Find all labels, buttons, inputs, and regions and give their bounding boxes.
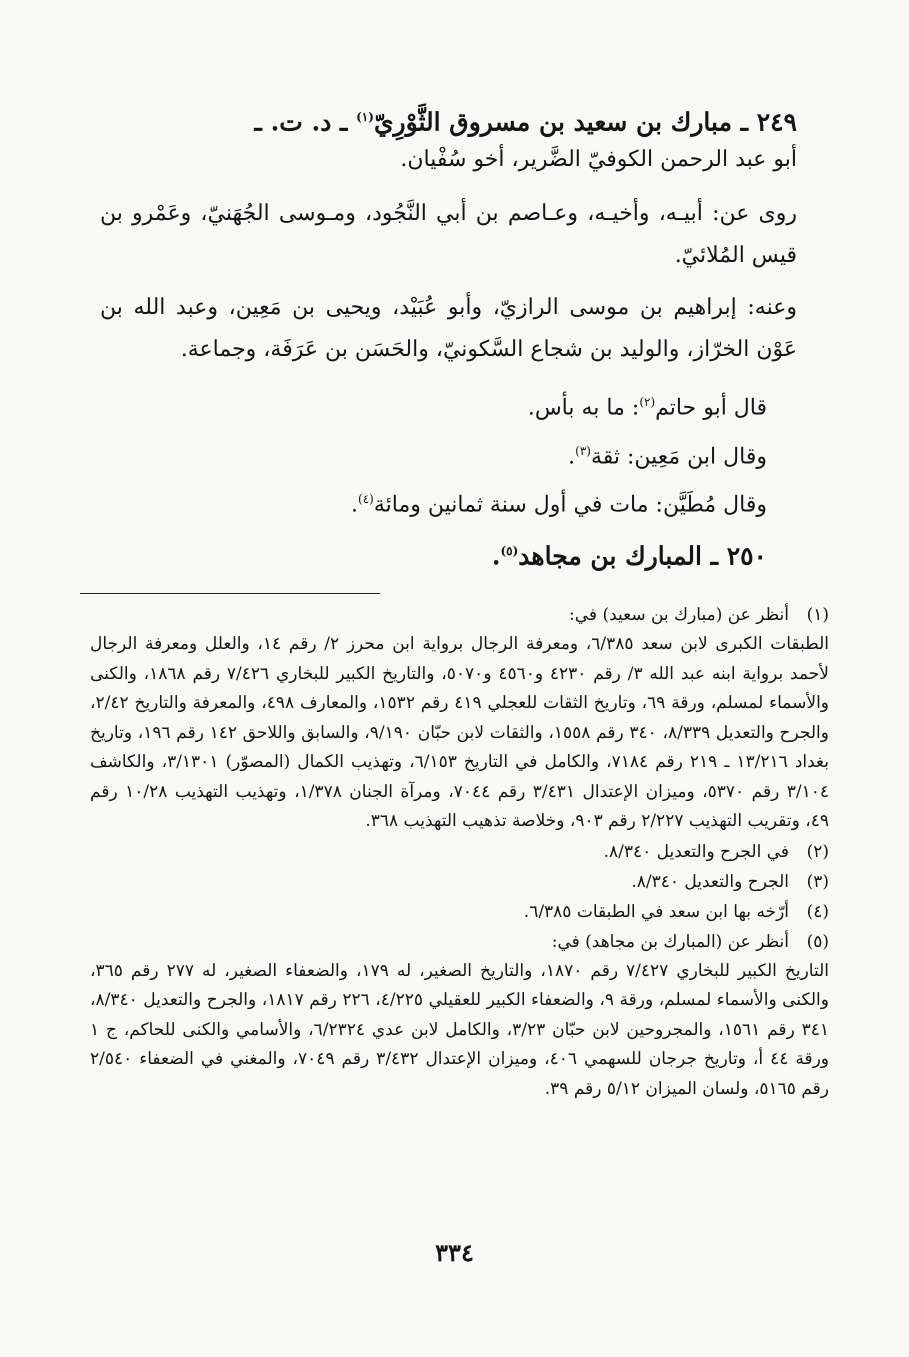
footnote-5: (٥) أنظر عن (المبارك بن مجاهد) في: (551, 931, 829, 952)
entry-250-heading: ٢٥٠ ـ المبارك بن مجاهد$^{(٥)}$. (491, 541, 767, 571)
quote-abu-hatim: قال أبو حاتم$^{(٢)}$: ما به بأس. (527, 395, 767, 421)
footnote-5-body: التاريخ الكبير للبخاري ٧/٤٢٧ رقم ١٨٧٠، والتاريخ الصغير، له ١٧٩، والضعفاء الصغير، له ٢٧٧ رقم ٣٦٥، والكنى والأسماء لمسلم، ورقة ٩، والضعفاء الكبير للعقيلي ٤/٢٢٥، ٢٢٦ رقم ١٨١٧، والجرح والتعديل ٨/٣٤٠، ٣٤١ رقم ١٥٦١، والمجروحين لابن حبّان ٣/٢٣، والكامل لابن عدي ٦/٢٣٢٤، والأسامي والكنى للحاكم، ج ١ ورقة ٤٤ أ، وتاريخ جرجان للسهمي ٤٠٦، وميزان الإعتدال ٣/٤٣٢ رقم ٧٠٤٩، والمغني في الضعفاء ٢/٥٤٠ رقم ٥١٦٥، ولسان الميزان ٥/١٢ رقم ٣٩. (90, 960, 829, 1099)
footnote-1-body: الطبقات الكبرى لابن سعد ٦/٣٨٥، ومعرفة الرجال برواية ابن محرز ٢/ رقم ١٤، والعلل ومعرفة الرجال لأحمد برواية ابنه عبد الله ٣/ رقم ٤٢٣٠ و٤٥٦٠ و٥٠٧٠، والتاريخ الكبير للبخاري ٧/٤٢٦ رقم ١٨٦٨، والكنى والأسماء لمسلم، ورقة ٦٩، وتاريخ الثقات للعجلي ٤١٩ رقم ١٥٣٢، والمعارف ٤٩٨، والمعرفة والتاريخ ٢/٤٢، والجرح والتعديل ٨/٣٣٩، ٣٤٠ رقم ١٥٥٨، والثقات لابن حبّان ٩/١٩٠، والسابق واللاحق ١٤٢ رقم ١٩٦، وتاريخ بغداد ١٣/٢١٦ ـ ٢١٩ رقم ٧١٨٤، والكامل في التاريخ ٦/١٥٣، وتهذيب الكمال (المصوّر) ٣/١٣٠١، والكاشف ٣/١٠٤ رقم ٥٣٧٠، وميزان الإعتدال ٣/٤٣١ رقم ٧٠٤٤، ومرآة الجنان ١/٣٧٨، وتهذيب التهذيب ١٠/٢٨ رقم ٤٩، وتقريب التهذيب ٢/٢٢٧ رقم ٩٠٣، وخلاصة تذهيب التهذيب ٣٦٨. (90, 634, 830, 831)
footnote-separator (80, 593, 380, 594)
footnote-3: (٣) الجرح والتعديل ٨/٣٤٠. (631, 871, 829, 892)
footnote-ref-3[interactable]: (٣) (575, 443, 591, 458)
footnotes (90, 600, 829, 1104)
footnote-1: (١) أنظر عن (مبارك بن سعيد) في: (569, 605, 829, 625)
entry-249-name: ٢٤٩ ـ مبارك بن سعيد بن مسروق الثَّوْرِيّ (373, 107, 797, 137)
footnote-ref-5[interactable]: (٥) (500, 544, 519, 559)
main-text (100, 98, 797, 576)
quote-ibn-main: وقال ابن مَعِين: ثقة$^{(٣)}$. (568, 443, 767, 469)
footnote-2: (٢) في الجرح والتعديل ٨/٣٤٠. (603, 841, 829, 862)
entry-249-symbols: ـ د. ت. ـ (254, 107, 348, 137)
page-number: ٣٣٤ (435, 1238, 474, 1267)
footnote-4: (٤) أرّخه بها ابن سعد في الطبقات ٦/٣٨٥. (523, 901, 829, 922)
entry-249-kunya: أبو عبد الرحمن الكوفيّ الضَّرير، أخو سُفْيان. (400, 147, 797, 173)
footnote-ref-2[interactable]: (٢) (639, 395, 656, 410)
narrated-from: روى عن: أبيـه، وأخيـه، وعـاصم بن أبي النَّجُود، ومـوسى الجُهَنيّ، وعَمْرو بن قيس المُلائيّ. (100, 201, 797, 269)
narrated-by: وعنه: إبراهيم بن موسى الرازيّ، وأبو عُبَيْد، ويحيى بن مَعِين، وعبد الله بن عَوْن الخرّاز، والوليد بن شجاع السَّكونيّ، والحَسَن بن عَرَفَة، وجماعة. (100, 295, 797, 363)
footnote-ref-4[interactable]: (٤) (358, 491, 374, 506)
quote-mutayyan: وقال مُطَيَّن: مات في أول سنة ثمانين ومائة$^{(٤)}$. (351, 491, 767, 518)
footnote-ref-1[interactable]: (١) (356, 110, 374, 124)
entry-249-heading (100, 98, 797, 141)
